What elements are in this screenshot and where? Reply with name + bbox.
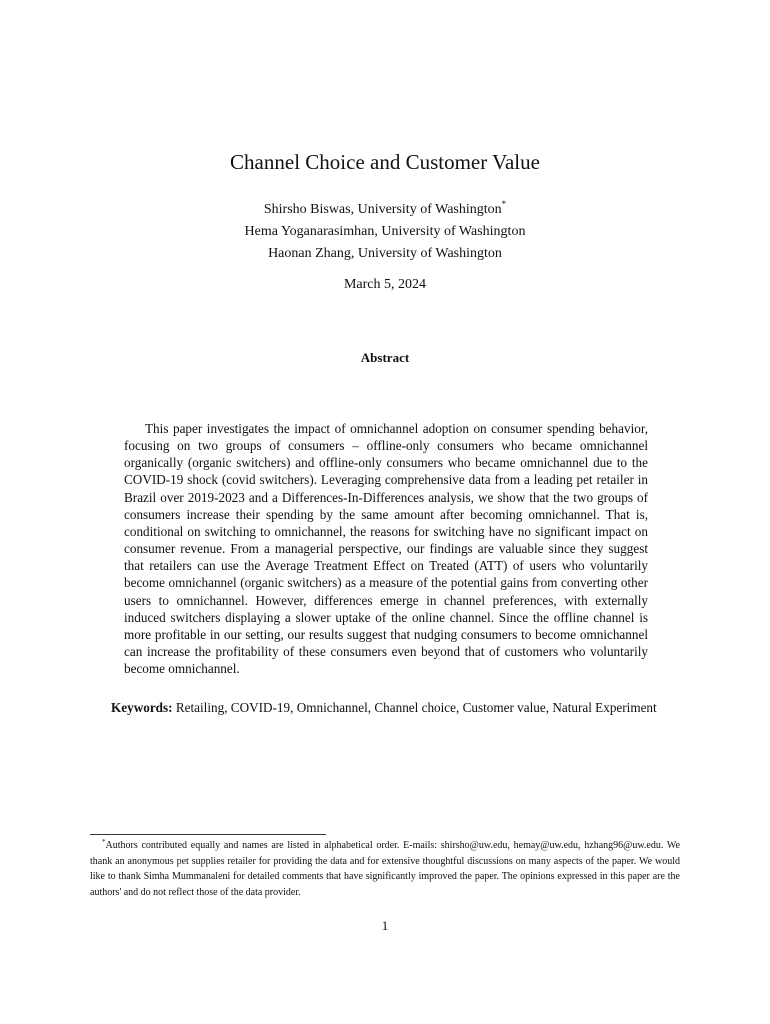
keywords-label: Keywords:	[111, 700, 173, 715]
footnote-divider	[90, 834, 326, 835]
paper-date: March 5, 2024	[343, 277, 427, 292]
author-list	[0, 199, 770, 265]
footnote-marker: *	[501, 199, 507, 209]
author-line-1	[0, 199, 770, 221]
page-number: 1	[381, 918, 389, 933]
keywords-line	[111, 699, 691, 717]
paper-title: Channel Choice and Customer Value	[230, 150, 540, 174]
abstract-text: This paper investigates the impact of omnichannel adoption on consumer spending behavior, focusing on two groups of consumers – offline-only consumers who became omnichannel organically (organic switchers) and offline-only consumers who became omnichannel due to the COVID-19 shock (covid switchers). Leveraging comprehensive data from a leading pet retailer in Brazil over 2019-2023 and a Differences-In-Differences analysis, we show that the two groups of consumers increase their spending by the same amount after becoming omnichannel. That is, conditional on switching to omnichannel, the reasons for switching have no significant impact on consumer revenue. From a managerial perspective, our findings are valuable since they suggest that retailers can use the Average Treatment Effect on Treated (ATT) of users who voluntarily become omnichannel (organic switchers) as a measure of the potential gains from converting other users to omnichannel. However, differences emerge in channel preferences, with externally induced switchers displaying a slower uptake of the online channel. Since the offline channel is more profitable in our setting, our results suggest that nudging consumers to become omnichannel can increase the profitability of these consumers even beyond that of customers who voluntarily become omnichannel.	[124, 421, 648, 677]
author-line-2: Hema Yoganarasimhan, University of Washington	[244, 224, 526, 239]
author-name: Shirsho Biswas, University of Washington	[263, 202, 502, 217]
author-line-3: Haonan Zhang, University of Washington	[268, 246, 502, 261]
footnote-text: Authors contributed equally and names are listed in alphabetical order. E-mails: shirsho@uw.edu, hemay@uw.edu, hzhang96@uw.edu. We thank an anonymous pet supplies retailer for providing the data and for extensive thoughtful discussions on many aspects of the paper. We would like to thank Simha Mummanaleni for detailed comments that have significantly improved the paper. The opinions expressed in this paper are the authors' and do not reflect those of the data provider.	[90, 840, 680, 898]
footnote-marker: *	[102, 838, 106, 846]
abstract-heading: Abstract	[360, 350, 410, 365]
footnote	[90, 838, 680, 900]
keywords-text: Retailing, COVID-19, Omnichannel, Channel choice, Customer value, Natural Experiment	[175, 700, 657, 715]
